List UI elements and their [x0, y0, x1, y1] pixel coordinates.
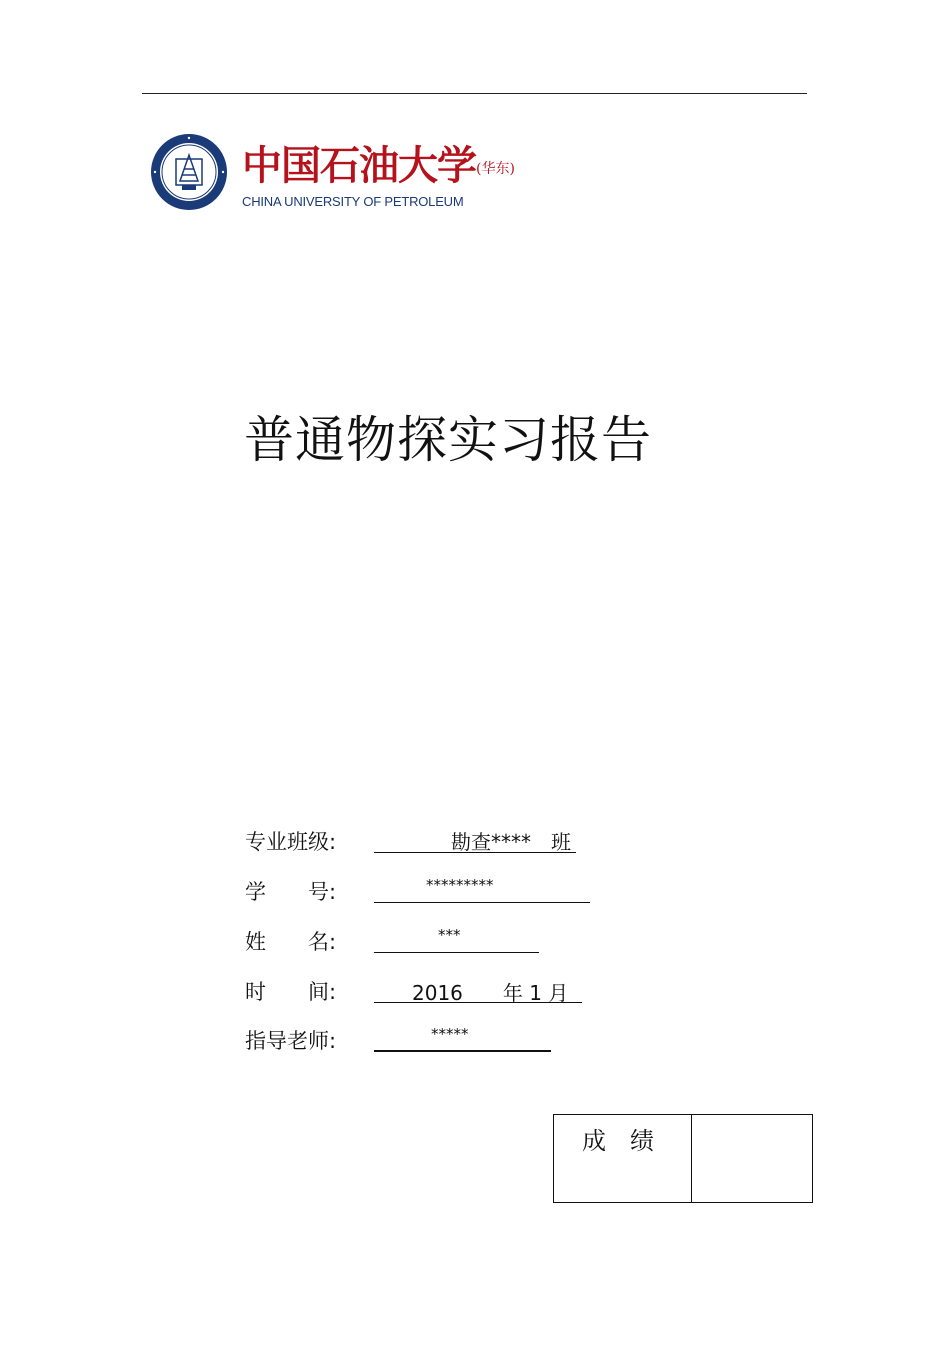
- time-label: 时 间:: [245, 980, 337, 1004]
- university-seal-icon: [150, 133, 228, 211]
- class-underline: [374, 852, 576, 853]
- university-name-cn: 中国石油大学(华东): [242, 142, 515, 189]
- student-id-underline: [374, 902, 590, 903]
- advisor-label: 指导老师:: [245, 1029, 337, 1053]
- class-label: 专业班级:: [245, 830, 337, 854]
- grade-label: 成 绩: [582, 1127, 654, 1155]
- report-title: 普通物探实习报告: [244, 411, 652, 469]
- advisor-underline: [374, 1050, 551, 1052]
- university-name-cn-suffix: (华东): [476, 161, 515, 177]
- grade-table: [553, 1114, 813, 1203]
- time-underline: [374, 1002, 582, 1003]
- header-rule: [142, 93, 807, 94]
- student-id-label: 学 号:: [245, 880, 337, 904]
- advisor-value: *****: [431, 1025, 469, 1043]
- student-id-value: *********: [426, 876, 494, 894]
- name-value: ***: [438, 926, 461, 944]
- time-value: 2016 年 1 月: [412, 981, 569, 1005]
- university-name-en: CHINA UNIVERSITY OF PETROLEUM: [242, 194, 464, 209]
- class-value: 勘查**** 班: [451, 830, 571, 854]
- grade-value-cell[interactable]: [692, 1115, 812, 1202]
- name-label: 姓 名:: [245, 930, 337, 954]
- name-underline: [374, 952, 539, 953]
